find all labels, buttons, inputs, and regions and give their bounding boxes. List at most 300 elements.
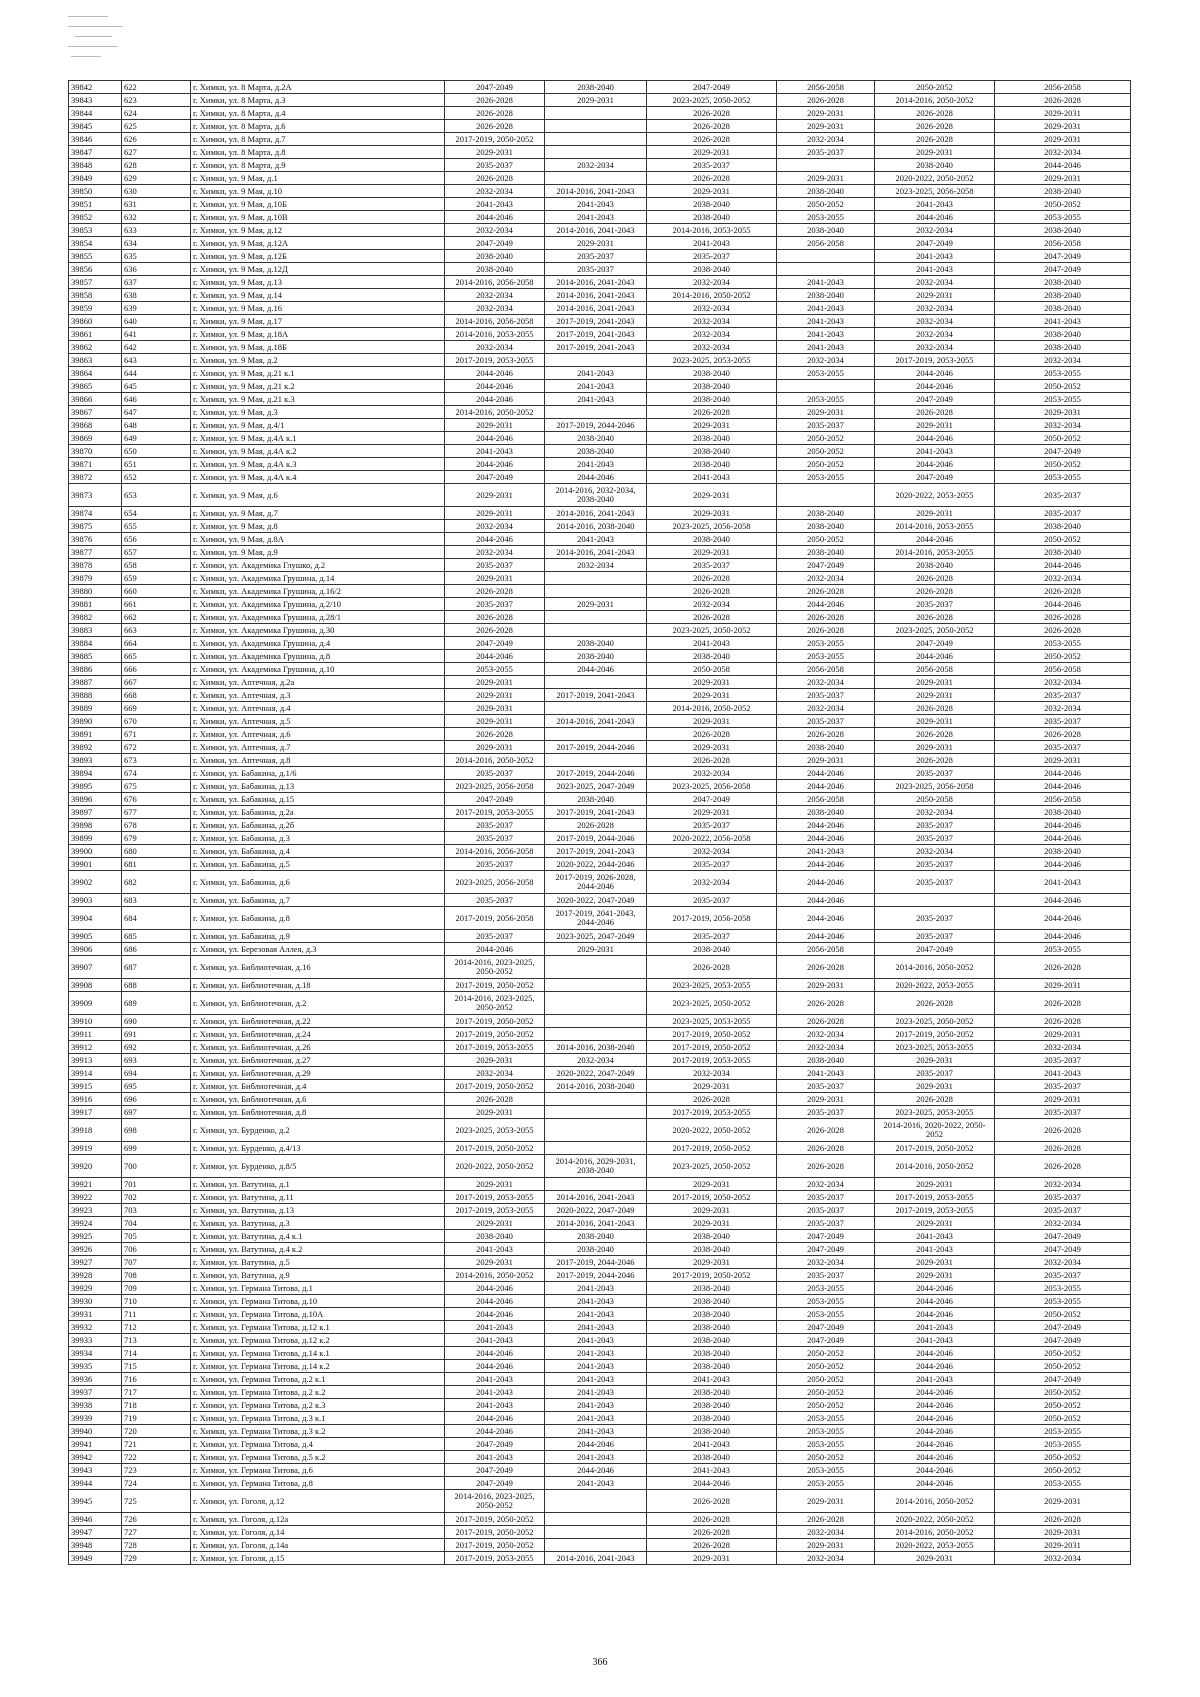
period-col-2-cell: 2014-2016, 2041-2043: [545, 1191, 647, 1204]
period-col-2-cell: [545, 120, 647, 133]
period-col-1-cell: 2044-2046: [445, 1360, 545, 1373]
period-col-2-cell: 2038-2040: [545, 637, 647, 650]
period-col-1-cell: 2044-2046: [445, 1282, 545, 1295]
period-col-3-cell: 2023-2025, 2053-2055: [647, 1015, 777, 1028]
address-cell: г. Химки, ул. Бабакина, д.6: [191, 871, 445, 894]
period-col-3-cell: 2044-2046: [647, 1477, 777, 1490]
period-col-6-cell: 2053-2055: [995, 393, 1131, 406]
period-col-4-cell: 2029-2031: [777, 120, 875, 133]
row-number-cell: 39868: [69, 419, 122, 432]
period-col-1-cell: 2014-2016, 2056-2058: [445, 315, 545, 328]
period-col-2-cell: 2029-2031: [545, 943, 647, 956]
period-col-3-cell: 2014-2016, 2050-2052: [647, 289, 777, 302]
period-col-5-cell: 2026-2028: [875, 133, 995, 146]
period-col-3-cell: 2038-2040: [647, 533, 777, 546]
period-col-4-cell: 2026-2028: [777, 1513, 875, 1526]
row-number-cell: 39888: [69, 689, 122, 702]
table-row: [69, 224, 1131, 237]
period-col-1-cell: 2026-2028: [445, 94, 545, 107]
period-col-1-cell: 2032-2034: [445, 1067, 545, 1080]
period-col-6-cell: 2026-2028: [995, 611, 1131, 624]
period-col-1-cell: 2047-2049: [445, 471, 545, 484]
row-number-cell: 39904: [69, 907, 122, 930]
item-number-cell: 665: [122, 650, 191, 663]
period-col-6-cell: 2032-2034: [995, 1041, 1131, 1054]
period-col-1-cell: 2044-2046: [445, 1308, 545, 1321]
period-col-2-cell: 2038-2040: [545, 432, 647, 445]
period-col-2-cell: [545, 956, 647, 979]
period-col-6-cell: 2050-2052: [995, 1347, 1131, 1360]
period-col-3-cell: 2023-2025, 2050-2052: [647, 992, 777, 1015]
period-col-5-cell: 2026-2028: [875, 1093, 995, 1106]
row-number-cell: 39858: [69, 289, 122, 302]
period-col-5-cell: 2035-2037: [875, 598, 995, 611]
period-col-1-cell: 2026-2028: [445, 172, 545, 185]
address-cell: г. Химки, ул. Германа Титова, д.10: [191, 1295, 445, 1308]
row-number-cell: 39905: [69, 930, 122, 943]
period-col-3-cell: 2032-2034: [647, 328, 777, 341]
item-number-cell: 728: [122, 1539, 191, 1552]
period-col-3-cell: 2041-2043: [647, 1373, 777, 1386]
period-col-5-cell: 2029-2031: [875, 676, 995, 689]
address-cell: г. Химки, ул. 9 Мая, д.18Б: [191, 341, 445, 354]
address-cell: г. Химки, ул. 8 Марта, д.6: [191, 120, 445, 133]
period-col-5-cell: 2035-2037: [875, 907, 995, 930]
address-cell: г. Химки, ул. 8 Марта, д.8: [191, 146, 445, 159]
period-col-1-cell: 2014-2016, 2050-2052: [445, 754, 545, 767]
period-col-2-cell: [545, 172, 647, 185]
period-col-4-cell: 2029-2031: [777, 1539, 875, 1552]
period-col-3-cell: 2041-2043: [647, 637, 777, 650]
period-col-2-cell: [545, 1142, 647, 1155]
period-col-5-cell: 2041-2043: [875, 1230, 995, 1243]
period-col-4-cell: 2044-2046: [777, 930, 875, 943]
item-number-cell: 644: [122, 367, 191, 380]
table-row: [69, 1178, 1131, 1191]
period-col-5-cell: 2017-2019, 2053-2055: [875, 1191, 995, 1204]
item-number-cell: 622: [122, 81, 191, 94]
item-number-cell: 697: [122, 1106, 191, 1119]
period-col-4-cell: 2053-2055: [777, 211, 875, 224]
table-row: [69, 1028, 1131, 1041]
period-col-6-cell: 2038-2040: [995, 845, 1131, 858]
table-row: [69, 598, 1131, 611]
period-col-2-cell: 2029-2031: [545, 237, 647, 250]
register-table-container: [68, 80, 1131, 1565]
period-col-4-cell: 2035-2037: [777, 1080, 875, 1093]
row-number-cell: 39925: [69, 1230, 122, 1243]
period-col-1-cell: 2017-2019, 2050-2052: [445, 1015, 545, 1028]
table-row: [69, 1067, 1131, 1080]
period-col-4-cell: 2056-2058: [777, 663, 875, 676]
period-col-4-cell: 2047-2049: [777, 1321, 875, 1334]
period-col-1-cell: 2047-2049: [445, 793, 545, 806]
period-col-1-cell: 2038-2040: [445, 263, 545, 276]
row-number-cell: 39893: [69, 754, 122, 767]
period-col-3-cell: 2029-2031: [647, 185, 777, 198]
period-col-1-cell: 2041-2043: [445, 1243, 545, 1256]
item-number-cell: 671: [122, 728, 191, 741]
address-cell: г. Химки, ул. 9 Мая, д.4/1: [191, 419, 445, 432]
period-col-1-cell: 2044-2046: [445, 1295, 545, 1308]
address-cell: г. Химки, ул. Германа Титова, д.10А: [191, 1308, 445, 1321]
period-col-5-cell: 2020-2022, 2050-2052: [875, 172, 995, 185]
table-body: [69, 81, 1131, 1565]
address-cell: г. Химки, ул. Библиотечная, д.4: [191, 1080, 445, 1093]
address-cell: г. Химки, ул. Германа Титова, д.2 к.1: [191, 1373, 445, 1386]
row-number-cell: 39857: [69, 276, 122, 289]
period-col-4-cell: 2056-2058: [777, 793, 875, 806]
period-col-2-cell: 2041-2043: [545, 1334, 647, 1347]
table-row: [69, 767, 1131, 780]
item-number-cell: 648: [122, 419, 191, 432]
period-col-5-cell: 2047-2049: [875, 943, 995, 956]
period-col-2-cell: 2014-2016, 2032-2034, 2038-2040: [545, 484, 647, 507]
item-number-cell: 701: [122, 1178, 191, 1191]
period-col-3-cell: 2038-2040: [647, 458, 777, 471]
period-col-5-cell: 2029-2031: [875, 1080, 995, 1093]
period-col-4-cell: 2029-2031: [777, 406, 875, 419]
period-col-2-cell: 2014-2016, 2038-2040: [545, 520, 647, 533]
row-number-cell: 39943: [69, 1464, 122, 1477]
period-col-5-cell: 2035-2037: [875, 832, 995, 845]
item-number-cell: 722: [122, 1451, 191, 1464]
address-cell: г. Химки, ул. 9 Мая, д.10Б: [191, 198, 445, 211]
period-col-5-cell: 2026-2028: [875, 406, 995, 419]
period-col-3-cell: 2032-2034: [647, 315, 777, 328]
period-col-1-cell: 2017-2019, 2050-2052: [445, 1539, 545, 1552]
period-col-3-cell: 2038-2040: [647, 211, 777, 224]
table-row: [69, 276, 1131, 289]
period-col-2-cell: [545, 702, 647, 715]
table-row: [69, 559, 1131, 572]
period-col-2-cell: 2032-2034: [545, 159, 647, 172]
item-number-cell: 705: [122, 1230, 191, 1243]
period-col-6-cell: 2029-2031: [995, 120, 1131, 133]
period-col-3-cell: 2023-2025, 2050-2052: [647, 94, 777, 107]
period-col-2-cell: 2041-2043: [545, 1321, 647, 1334]
period-col-6-cell: 2053-2055: [995, 1295, 1131, 1308]
table-row: [69, 458, 1131, 471]
table-row: [69, 1464, 1131, 1477]
period-col-5-cell: 2041-2043: [875, 250, 995, 263]
item-number-cell: 674: [122, 767, 191, 780]
address-cell: г. Химки, ул. 9 Мая, д.21 к.2: [191, 380, 445, 393]
period-col-5-cell: 2014-2016, 2020-2022, 2050-2052: [875, 1119, 995, 1142]
item-number-cell: 691: [122, 1028, 191, 1041]
address-cell: г. Химки, ул. Бабакина, д.4: [191, 845, 445, 858]
period-col-2-cell: [545, 585, 647, 598]
table-row: [69, 907, 1131, 930]
period-col-6-cell: 2053-2055: [995, 1477, 1131, 1490]
row-number-cell: 39894: [69, 767, 122, 780]
period-col-5-cell: 2014-2016, 2050-2052: [875, 956, 995, 979]
row-number-cell: 39895: [69, 780, 122, 793]
period-col-4-cell: 2038-2040: [777, 1054, 875, 1067]
period-col-3-cell: 2017-2019, 2050-2052: [647, 1269, 777, 1282]
item-number-cell: 663: [122, 624, 191, 637]
period-col-5-cell: 2023-2025, 2053-2055: [875, 1041, 995, 1054]
period-col-5-cell: 2044-2046: [875, 1308, 995, 1321]
item-number-cell: 715: [122, 1360, 191, 1373]
address-cell: г. Химки, ул. 9 Мая, д.1: [191, 172, 445, 185]
period-col-5-cell: 2044-2046: [875, 1399, 995, 1412]
item-number-cell: 719: [122, 1412, 191, 1425]
period-col-4-cell: 2056-2058: [777, 81, 875, 94]
address-cell: г. Химки, ул. 8 Марта, д.7: [191, 133, 445, 146]
period-col-4-cell: 2056-2058: [777, 237, 875, 250]
period-col-5-cell: 2035-2037: [875, 858, 995, 871]
table-row: [69, 956, 1131, 979]
address-cell: г. Химки, ул. Ватутина, д.13: [191, 1204, 445, 1217]
period-col-2-cell: [545, 354, 647, 367]
table-row: [69, 1155, 1131, 1178]
period-col-5-cell: 2056-2058: [875, 663, 995, 676]
row-number-cell: 39921: [69, 1178, 122, 1191]
item-number-cell: 653: [122, 484, 191, 507]
period-col-6-cell: 2038-2040: [995, 328, 1131, 341]
period-col-2-cell: 2017-2019, 2041-2043: [545, 341, 647, 354]
address-cell: г. Химки, ул. 9 Мая, д.8А: [191, 533, 445, 546]
period-col-1-cell: 2047-2049: [445, 1438, 545, 1451]
row-number-cell: 39903: [69, 894, 122, 907]
period-col-6-cell: 2047-2049: [995, 1334, 1131, 1347]
item-number-cell: 643: [122, 354, 191, 367]
item-number-cell: 676: [122, 793, 191, 806]
period-col-6-cell: 2035-2037: [995, 689, 1131, 702]
period-col-1-cell: 2041-2043: [445, 1386, 545, 1399]
period-col-4-cell: 2047-2049: [777, 1334, 875, 1347]
address-cell: г. Химки, ул. Бабакина, д.7: [191, 894, 445, 907]
row-number-cell: 39890: [69, 715, 122, 728]
table-row: [69, 1373, 1131, 1386]
table-row: [69, 354, 1131, 367]
period-col-3-cell: 2032-2034: [647, 302, 777, 315]
item-number-cell: 710: [122, 1295, 191, 1308]
register-table: [68, 80, 1131, 1565]
period-col-4-cell: 2053-2055: [777, 393, 875, 406]
row-number-cell: 39878: [69, 559, 122, 572]
period-col-6-cell: 2047-2049: [995, 1321, 1131, 1334]
item-number-cell: 681: [122, 858, 191, 871]
item-number-cell: 706: [122, 1243, 191, 1256]
period-col-6-cell: 2029-2031: [995, 1526, 1131, 1539]
period-col-2-cell: 2038-2040: [545, 1243, 647, 1256]
address-cell: г. Химки, ул. 9 Мая, д.13: [191, 276, 445, 289]
address-cell: г. Химки, ул. Библиотечная, д.2: [191, 992, 445, 1015]
period-col-1-cell: 2026-2028: [445, 120, 545, 133]
period-col-1-cell: 2044-2046: [445, 458, 545, 471]
period-col-1-cell: 2032-2034: [445, 341, 545, 354]
period-col-3-cell: 2020-2022, 2056-2058: [647, 832, 777, 845]
period-col-2-cell: 2017-2019, 2044-2046: [545, 1256, 647, 1269]
period-col-6-cell: 2038-2040: [995, 185, 1131, 198]
period-col-4-cell: 2053-2055: [777, 367, 875, 380]
item-number-cell: 649: [122, 432, 191, 445]
period-col-3-cell: 2038-2040: [647, 380, 777, 393]
row-number-cell: 39842: [69, 81, 122, 94]
period-col-2-cell: 2014-2016, 2041-2043: [545, 507, 647, 520]
period-col-5-cell: 2029-2031: [875, 419, 995, 432]
table-row: [69, 1191, 1131, 1204]
item-number-cell: 630: [122, 185, 191, 198]
period-col-4-cell: 2035-2037: [777, 1191, 875, 1204]
period-col-4-cell: 2032-2034: [777, 133, 875, 146]
period-col-3-cell: 2035-2037: [647, 894, 777, 907]
period-col-5-cell: 2020-2022, 2053-2055: [875, 979, 995, 992]
period-col-6-cell: 2053-2055: [995, 1425, 1131, 1438]
period-col-1-cell: 2014-2016, 2023-2025, 2050-2052: [445, 1490, 545, 1513]
period-col-2-cell: [545, 979, 647, 992]
period-col-1-cell: 2035-2037: [445, 767, 545, 780]
period-col-5-cell: 2029-2031: [875, 507, 995, 520]
period-col-5-cell: 2017-2019, 2050-2052: [875, 1142, 995, 1155]
period-col-3-cell: 2038-2040: [647, 1347, 777, 1360]
period-col-4-cell: 2041-2043: [777, 276, 875, 289]
period-col-4-cell: 2026-2028: [777, 1015, 875, 1028]
row-number-cell: 39929: [69, 1282, 122, 1295]
row-number-cell: 39845: [69, 120, 122, 133]
period-col-2-cell: 2020-2022, 2047-2049: [545, 1204, 647, 1217]
period-col-6-cell: 2035-2037: [995, 1106, 1131, 1119]
period-col-3-cell: 2035-2037: [647, 930, 777, 943]
period-col-6-cell: 2029-2031: [995, 107, 1131, 120]
period-col-2-cell: 2017-2019, 2041-2043: [545, 315, 647, 328]
period-col-5-cell: 2026-2028: [875, 585, 995, 598]
address-cell: г. Химки, ул. Бабакина, д.15: [191, 793, 445, 806]
table-row: [69, 894, 1131, 907]
period-col-1-cell: 2017-2019, 2053-2055: [445, 1191, 545, 1204]
address-cell: г. Химки, ул. Библиотечная, д.18: [191, 979, 445, 992]
period-col-2-cell: [545, 1106, 647, 1119]
period-col-3-cell: 2029-2031: [647, 806, 777, 819]
period-col-4-cell: 2047-2049: [777, 1243, 875, 1256]
period-col-4-cell: 2053-2055: [777, 1477, 875, 1490]
period-col-4-cell: 2032-2034: [777, 1178, 875, 1191]
period-col-3-cell: 2029-2031: [647, 741, 777, 754]
table-row: [69, 1243, 1131, 1256]
period-col-3-cell: 2026-2028: [647, 611, 777, 624]
period-col-1-cell: 2014-2016, 2053-2055: [445, 328, 545, 341]
period-col-5-cell: 2041-2043: [875, 445, 995, 458]
period-col-5-cell: 2044-2046: [875, 211, 995, 224]
period-col-2-cell: 2020-2022, 2047-2049: [545, 894, 647, 907]
period-col-2-cell: [545, 754, 647, 767]
period-col-5-cell: 2032-2034: [875, 341, 995, 354]
period-col-6-cell: 2035-2037: [995, 507, 1131, 520]
row-number-cell: 39900: [69, 845, 122, 858]
period-col-3-cell: 2032-2034: [647, 1067, 777, 1080]
period-col-6-cell: 2035-2037: [995, 1269, 1131, 1282]
period-col-5-cell: 2038-2040: [875, 559, 995, 572]
period-col-5-cell: 2014-2016, 2053-2055: [875, 546, 995, 559]
item-number-cell: 670: [122, 715, 191, 728]
period-col-5-cell: 2029-2031: [875, 741, 995, 754]
address-cell: г. Химки, ул. Бурденко, д.8/5: [191, 1155, 445, 1178]
period-col-1-cell: 2014-2016, 2023-2025, 2050-2052: [445, 956, 545, 979]
period-col-4-cell: 2041-2043: [777, 341, 875, 354]
address-cell: г. Химки, ул. 9 Мая, д.2: [191, 354, 445, 367]
period-col-2-cell: 2041-2043: [545, 198, 647, 211]
period-col-1-cell: 2041-2043: [445, 198, 545, 211]
table-row: [69, 328, 1131, 341]
address-cell: г. Химки, ул. 9 Мая, д.6: [191, 484, 445, 507]
address-cell: г. Химки, ул. Академика Грушина, д.14: [191, 572, 445, 585]
item-number-cell: 636: [122, 263, 191, 276]
period-col-4-cell: 2050-2052: [777, 198, 875, 211]
period-col-1-cell: 2041-2043: [445, 445, 545, 458]
row-number-cell: 39871: [69, 458, 122, 471]
item-number-cell: 656: [122, 533, 191, 546]
item-number-cell: 713: [122, 1334, 191, 1347]
period-col-6-cell: 2056-2058: [995, 237, 1131, 250]
row-number-cell: 39913: [69, 1054, 122, 1067]
period-col-6-cell: 2041-2043: [995, 315, 1131, 328]
address-cell: г. Химки, ул. Германа Титова, д.1: [191, 1282, 445, 1295]
period-col-5-cell: 2044-2046: [875, 367, 995, 380]
item-number-cell: 652: [122, 471, 191, 484]
period-col-2-cell: 2014-2016, 2041-2043: [545, 1217, 647, 1230]
period-col-5-cell: [875, 894, 995, 907]
address-cell: г. Химки, ул. 9 Мая, д.8: [191, 520, 445, 533]
period-col-4-cell: 2026-2028: [777, 624, 875, 637]
scan-header-smudge: [68, 12, 188, 67]
period-col-6-cell: 2050-2052: [995, 1360, 1131, 1373]
table-row: [69, 1513, 1131, 1526]
period-col-6-cell: 2047-2049: [995, 263, 1131, 276]
period-col-5-cell: 2032-2034: [875, 845, 995, 858]
address-cell: г. Химки, ул. Березовая Аллея, д.3: [191, 943, 445, 956]
row-number-cell: 39912: [69, 1041, 122, 1054]
period-col-4-cell: 2038-2040: [777, 520, 875, 533]
period-col-3-cell: 2029-2031: [647, 676, 777, 689]
item-number-cell: 635: [122, 250, 191, 263]
period-col-1-cell: 2017-2019, 2056-2058: [445, 907, 545, 930]
period-col-5-cell: 2041-2043: [875, 263, 995, 276]
period-col-2-cell: 2041-2043: [545, 211, 647, 224]
address-cell: г. Химки, ул. Академика Грушина, д.8: [191, 650, 445, 663]
period-col-1-cell: 2017-2019, 2050-2052: [445, 979, 545, 992]
address-cell: г. Химки, ул. Бабакина, д.9: [191, 930, 445, 943]
row-number-cell: 39863: [69, 354, 122, 367]
period-col-2-cell: 2014-2016, 2041-2043: [545, 715, 647, 728]
row-number-cell: 39880: [69, 585, 122, 598]
row-number-cell: 39867: [69, 406, 122, 419]
period-col-2-cell: 2041-2043: [545, 1360, 647, 1373]
period-col-5-cell: 2044-2046: [875, 432, 995, 445]
period-col-6-cell: 2029-2031: [995, 1490, 1131, 1513]
item-number-cell: 667: [122, 676, 191, 689]
period-col-6-cell: 2038-2040: [995, 302, 1131, 315]
period-col-1-cell: 2041-2043: [445, 1321, 545, 1334]
period-col-3-cell: 2038-2040: [647, 1451, 777, 1464]
period-col-6-cell: 2026-2028: [995, 1513, 1131, 1526]
row-number-cell: 39896: [69, 793, 122, 806]
address-cell: г. Химки, ул. Академика Грушина, д.28/1: [191, 611, 445, 624]
row-number-cell: 39847: [69, 146, 122, 159]
item-number-cell: 668: [122, 689, 191, 702]
table-row: [69, 341, 1131, 354]
address-cell: г. Химки, ул. Библиотечная, д.26: [191, 1041, 445, 1054]
address-cell: г. Химки, ул. Библиотечная, д.24: [191, 1028, 445, 1041]
period-col-4-cell: 2050-2052: [777, 445, 875, 458]
period-col-5-cell: 2026-2028: [875, 107, 995, 120]
table-row: [69, 1282, 1131, 1295]
row-number-cell: 39942: [69, 1451, 122, 1464]
item-number-cell: 717: [122, 1386, 191, 1399]
period-col-6-cell: 2029-2031: [995, 1028, 1131, 1041]
period-col-1-cell: 2020-2022, 2050-2052: [445, 1155, 545, 1178]
